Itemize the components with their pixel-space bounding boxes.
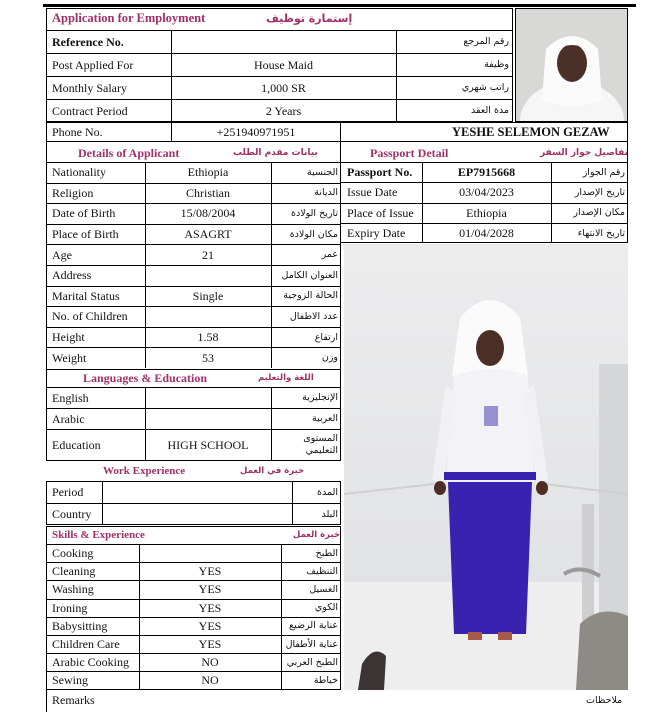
detail-value-text: Ethiopia — [187, 165, 229, 180]
detail-ar-text: الجنسية — [307, 166, 338, 178]
detail-ar — [272, 183, 338, 204]
detail-ar — [272, 162, 338, 183]
passport-label — [347, 162, 412, 182]
detail-ar-text: الديانة — [314, 187, 338, 199]
work-label-text: Country — [52, 507, 92, 521]
detail-label — [52, 244, 72, 265]
passport-heading: Passport Detail — [370, 145, 449, 160]
detail-ar-text: الحالة الزوجية — [283, 290, 338, 302]
detail-value — [145, 286, 271, 307]
detail-ar-text: تاريخ الولادة — [291, 207, 338, 219]
top-label — [52, 76, 127, 99]
work-heading: Work Experience — [103, 464, 186, 477]
education-value: HIGH SCHOOL — [167, 438, 249, 452]
top-label-text: Reference No. — [52, 34, 124, 49]
applicant-full-body-photo — [344, 244, 628, 690]
detail-label — [52, 183, 93, 204]
skill-value — [139, 617, 281, 635]
skill-label-text: Children Care — [52, 637, 120, 652]
language-label — [52, 387, 89, 408]
detail-label — [52, 306, 128, 327]
skill-ar-text: عناية الأطفال — [285, 638, 338, 650]
passport-ar — [552, 182, 625, 202]
top-ar-text: وظيفة — [484, 59, 509, 70]
passport-ar — [552, 162, 625, 182]
detail-ar-text: عدد الاطفال — [289, 310, 338, 322]
skill-label — [52, 671, 88, 689]
skill-ar — [282, 635, 338, 653]
remarks-label: Remarks — [52, 693, 95, 707]
detail-ar — [272, 347, 338, 368]
detail-value-text: 15/08/2004 — [180, 206, 236, 221]
detail-ar — [272, 244, 338, 265]
work-label-text: Period — [52, 485, 84, 499]
passport-label-text: Place of Issue — [347, 205, 414, 220]
work-ar — [293, 503, 338, 525]
title-en: Application for Employment — [52, 11, 206, 26]
skill-ar-text: الكوي — [314, 602, 338, 614]
passport-label — [347, 203, 414, 223]
skill-label — [52, 544, 93, 562]
remarks-ar: ملاحظات — [586, 694, 623, 706]
detail-value — [145, 244, 271, 265]
passport-value-text: 03/04/2023 — [459, 185, 514, 200]
skill-ar — [282, 562, 338, 580]
detail-value — [145, 203, 271, 224]
detail-value — [145, 224, 271, 245]
skill-value — [139, 635, 281, 653]
detail-label-text: Age — [52, 247, 72, 262]
skills-heading: Skills & Experience — [52, 528, 145, 541]
skill-label — [52, 599, 87, 617]
top-value — [171, 76, 396, 99]
language-ar — [272, 387, 338, 408]
skill-label — [52, 580, 94, 598]
skill-ar-text: الطبخ العربي — [286, 656, 338, 668]
skill-value-text: NO — [201, 673, 219, 688]
passport-heading-ar: تفاصيل جواز السفر — [540, 147, 629, 158]
detail-label-text: Nationality — [52, 165, 106, 180]
skill-label-text: Ironing — [52, 600, 88, 615]
passport-value-text: 01/04/2028 — [459, 226, 514, 241]
skill-ar — [282, 671, 338, 689]
skills-heading-ar: خبرة العمل — [293, 530, 341, 540]
skill-ar-text: خياطة — [313, 674, 338, 686]
detail-value — [145, 183, 271, 204]
skill-value — [139, 671, 281, 689]
passport-value-text: EP7915668 — [457, 165, 516, 180]
top-value-text: 1,000 SR — [261, 80, 306, 95]
passport-ar-text: تاريخ الانتهاء — [577, 227, 625, 239]
skill-ar-text: التنظيف — [306, 565, 338, 577]
education-label: Education — [52, 438, 101, 452]
top-value-text: 2 Years — [265, 103, 302, 118]
detail-value-text: 21 — [202, 247, 214, 262]
detail-value-text: Single — [192, 288, 224, 303]
passport-label — [347, 182, 397, 202]
detail-label-text: No. of Children — [52, 309, 128, 324]
top-value — [171, 53, 396, 76]
skill-ar — [282, 653, 338, 671]
top-ar-text: راتب شهري — [461, 82, 509, 93]
detail-label — [52, 265, 91, 286]
skill-label-text: Sewing — [52, 673, 88, 688]
detail-label — [52, 203, 115, 224]
detail-value — [145, 162, 271, 183]
language-label — [52, 408, 85, 429]
skill-label-text: Cleaning — [52, 564, 96, 579]
languages-heading: Languages & Education — [83, 371, 208, 385]
detail-label-text: Weight — [52, 350, 87, 365]
top-ar-text: مدة العقد — [471, 105, 509, 116]
top-label-text: Contract Period — [52, 103, 128, 118]
top-ar — [397, 53, 509, 76]
top-label — [52, 53, 133, 76]
education-ar: المستوى التعليمي — [303, 433, 338, 456]
skill-label-text: Arabic Cooking — [52, 655, 129, 670]
detail-value-text: 53 — [202, 350, 214, 365]
top-label — [52, 30, 124, 53]
top-label-text: Monthly Salary — [52, 80, 127, 95]
passport-value — [422, 223, 551, 243]
language-ar-text: العربية — [312, 413, 338, 424]
page-top-rule — [43, 4, 636, 7]
top-ar — [397, 76, 509, 99]
language-ar — [272, 408, 338, 429]
skill-ar-text: عناية الرضيع — [289, 620, 338, 632]
skill-value-text: NO — [201, 655, 219, 670]
language-label-text: English — [52, 390, 89, 405]
applicant-name: YESHE SELEMON GEZAW — [452, 124, 610, 139]
detail-ar — [272, 286, 338, 307]
skill-value-text: YES — [198, 582, 222, 597]
language-value — [145, 408, 271, 429]
work-ar-text: المدة — [317, 486, 338, 498]
passport-value-text: Ethiopia — [466, 205, 507, 220]
skill-label-text: Babysitting — [52, 618, 108, 633]
passport-ar-text: تاريخ الإصدار — [574, 186, 625, 198]
passport-label-text: Passport No. — [347, 165, 413, 180]
skill-label — [52, 617, 107, 635]
detail-label — [52, 347, 86, 368]
detail-ar-text: مكان الولادة — [289, 228, 338, 240]
work-label — [52, 481, 83, 503]
detail-label — [52, 162, 106, 183]
top-label — [52, 99, 128, 122]
detail-label-text: Religion — [52, 185, 94, 200]
detail-value — [145, 265, 271, 286]
skill-label-text: Cooking — [52, 546, 94, 561]
passport-value — [422, 203, 551, 223]
passport-ar-text: رقم الجواز — [582, 166, 625, 178]
top-ar-text: رقم المرجع — [463, 36, 509, 47]
skill-value-text: YES — [198, 637, 222, 652]
detail-ar — [272, 327, 338, 348]
top-label-text: Post Applied For — [52, 57, 134, 72]
skill-value — [139, 580, 281, 598]
skill-ar — [282, 617, 338, 635]
phone-label: Phone No. — [52, 125, 103, 139]
passport-label-text: Expiry Date — [347, 226, 406, 241]
detail-value-text: 1.58 — [197, 330, 219, 345]
detail-ar — [272, 224, 338, 245]
top-value — [171, 99, 396, 122]
skill-value — [139, 599, 281, 617]
skill-label — [52, 653, 129, 671]
passport-ar — [552, 223, 625, 243]
skill-ar — [282, 544, 338, 562]
details-heading: Details of Applicant — [78, 145, 180, 160]
detail-value — [145, 347, 271, 368]
applicant-portrait-photo — [515, 8, 628, 122]
top-ar — [397, 99, 509, 122]
skill-ar-text: الطبخ — [315, 547, 338, 559]
detail-label — [52, 327, 85, 348]
top-ar — [397, 30, 509, 53]
skill-label — [52, 635, 120, 653]
detail-ar — [272, 265, 338, 286]
detail-label-text: Height — [52, 330, 85, 345]
work-ar — [293, 481, 338, 503]
detail-ar-text: ارتفاع — [314, 331, 338, 343]
skill-value — [139, 544, 281, 562]
passport-ar — [552, 203, 625, 223]
language-ar-text: الإنجليزية — [302, 392, 338, 403]
passport-value — [422, 182, 551, 202]
detail-label-text: Place of Birth — [52, 227, 119, 242]
detail-value — [145, 306, 271, 327]
work-ar-text: البلد — [321, 508, 338, 520]
details-heading-ar: بيانات مقدم الطلب — [233, 147, 318, 158]
language-value — [145, 387, 271, 408]
detail-value — [145, 327, 271, 348]
detail-ar-text: العنوان الكامل — [281, 269, 338, 281]
passport-ar-text: مكان الإصدار — [573, 207, 625, 219]
detail-ar — [272, 203, 338, 224]
title-ar: إستمارة توظيف — [266, 12, 353, 25]
skill-label-text: Washing — [52, 582, 94, 597]
top-value-text: House Maid — [254, 57, 313, 72]
phone-value: +251940971951 — [216, 125, 296, 139]
top-value — [171, 30, 396, 53]
detail-label-text: Address — [52, 268, 92, 283]
passport-label-text: Issue Date — [347, 185, 398, 200]
detail-value-text: ASAGRT — [184, 227, 232, 242]
passport-value — [422, 162, 551, 182]
skill-value-text: YES — [198, 600, 222, 615]
passport-label — [347, 223, 405, 243]
skill-label — [52, 562, 95, 580]
detail-ar-text: عمر — [321, 249, 338, 261]
work-label — [52, 503, 91, 525]
skill-ar-text: الغسيل — [309, 583, 338, 595]
skill-ar — [282, 580, 338, 598]
skill-value-text: YES — [198, 618, 222, 633]
detail-label-text: Date of Birth — [52, 206, 116, 221]
skill-ar — [282, 599, 338, 617]
work-heading-ar: خبرة في العمل — [240, 466, 305, 476]
detail-label-text: Marital Status — [52, 288, 120, 303]
skill-value-text: YES — [198, 564, 222, 579]
languages-heading-ar: اللغة والتعليم — [258, 373, 314, 383]
detail-ar-text: وزن — [321, 352, 338, 364]
detail-value-text: Christian — [186, 185, 230, 200]
detail-ar — [272, 306, 338, 327]
skill-value — [139, 653, 281, 671]
language-label-text: Arabic — [52, 411, 85, 426]
skill-value — [139, 562, 281, 580]
detail-label — [52, 224, 119, 245]
detail-label — [52, 286, 120, 307]
